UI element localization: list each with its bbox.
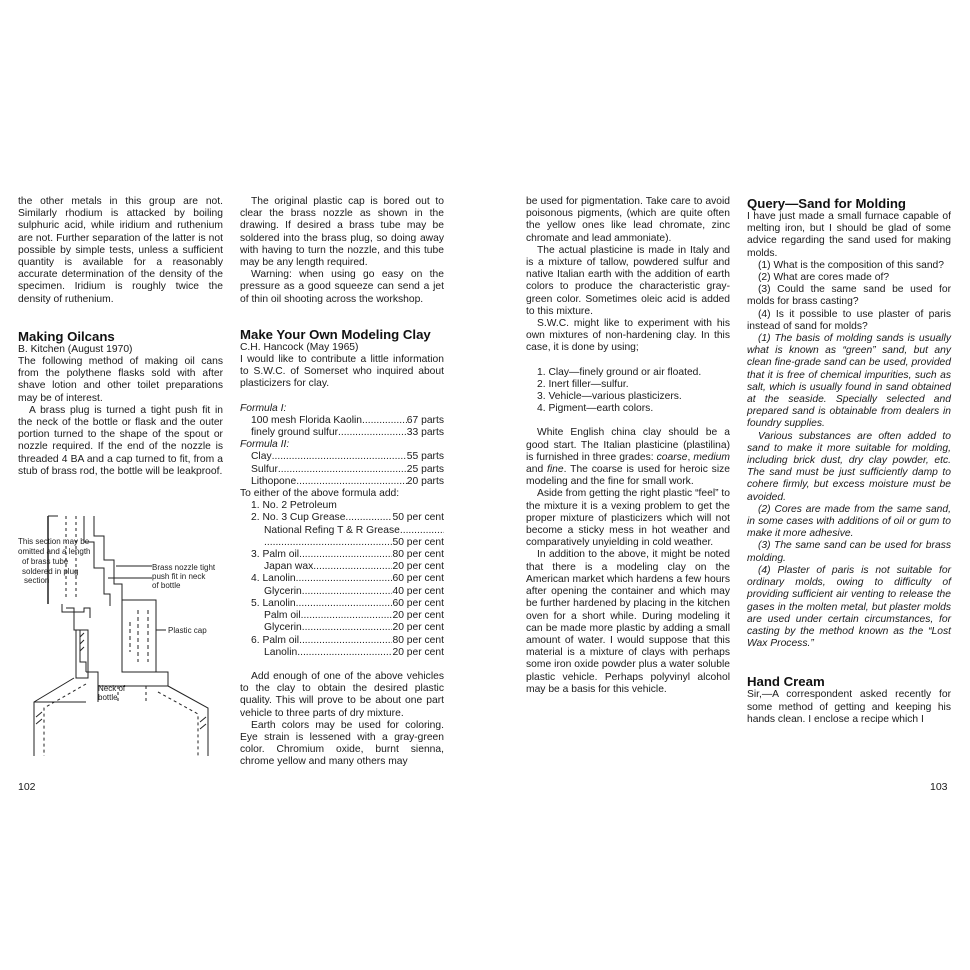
left-column-2 xyxy=(240,196,444,769)
sand-question-4: (4) Is it possible to use plaster of paris instead of sand for molds? xyxy=(747,308,951,332)
oilcans-byline: B. Kitchen (August 1970) xyxy=(18,343,133,355)
warning-paragraph: Warning: when using go easy on the pressure as a good squeeze can send a jet of thin oil shooting across the workshop. xyxy=(240,269,444,305)
feel-paragraph: Aside from getting the right plastic “feel” to the mixture it is a vexing problem to get the proper mixture of plasticizers which will not become a sticky mess in hot weather and comparatively unyielding in cold weather. xyxy=(526,488,730,549)
figure-label-section-2: omitted and a length xyxy=(18,547,91,556)
ingredient-list xyxy=(526,367,730,416)
swc-paragraph: S.W.C. might like to experiment with his own mixtures of non-hardening clay. In this case, it is done by using; xyxy=(526,318,730,354)
figure-label-nozzle-1: Brass nozzle tight xyxy=(152,563,216,572)
figure-label-section-1: This section may be xyxy=(18,537,90,546)
additive-row: 5. Lanolin ..... 60 per cent xyxy=(240,598,444,610)
figure-label-neck-1: Neck of xyxy=(98,684,126,693)
cap-paragraph: The original plastic cap is bored out to clear the brass nozzle as shown in the drawing. If desired a brass tube may be soldered into the brass plug, so doing away with having to turn the nozzle, and this tube may be any length required. xyxy=(240,196,444,269)
additive-1: 1. No. 2 Petroleum xyxy=(251,500,337,512)
clay-heading: Make Your Own Modeling Clay xyxy=(240,326,431,342)
formula-2-row: Lithopone ..... 20 parts xyxy=(240,476,444,488)
formula-1-label: Formula I: xyxy=(240,402,287,414)
page-number-right: 103 xyxy=(930,781,948,793)
figure-label-section-4: soldered in plug xyxy=(22,567,79,576)
oilcans-paragraph-2: A brass plug is turned a tight push fit in the neck of the bottle or flask and the outer portion turned to the shape of the spout or nozzle required. If the end of the nozzle is threaded 4 BA and a cap turned to fit, from a stub of brass rod, the bottle will be leakproof. xyxy=(18,404,223,477)
oilcans-paragraph-1: The following method of making oil cans from the polythene flasks sold with after shave lotion and other toilet preparations may be of interest. xyxy=(18,356,223,404)
sand-answer-1b: Various substances are often added to sand to make it more suitable for molding, including brick dust, dry clay powder, etc. The sand must be just sufficiently damp to cohere firmly, but excess moisture must be avoided. xyxy=(747,430,951,503)
formula-2-row: Clay ..... 55 parts xyxy=(240,451,444,463)
either-text: To either of the above formula add: xyxy=(240,488,400,500)
additive-row: Glycerin ..... 20 per cent xyxy=(240,622,444,634)
left-column-1 xyxy=(18,196,223,478)
hand-cream-heading: Hand Cream xyxy=(747,674,825,690)
figure-label-cap: Plastic cap xyxy=(168,626,207,635)
sand-question-1: (1) What is the composition of this sand? xyxy=(758,259,945,271)
clay-intro: I would like to contribute a little information to S.W.C. of Somerset who inquired about plasticizers for clay. xyxy=(240,354,444,390)
figure-label-section-5: section xyxy=(24,576,50,585)
intro-paragraph: the other metals in this group are not. Similarly rhodium is attacked by boiling sulphuric acid, while iridium and ruthenium are not. Further separation of the latter is not possible by simple tests, unless a sufficient quantity is available for a reasonably accurate determination of the density of the specimen. Iridium is roughly twice the density of ruthenium. xyxy=(18,196,223,305)
page-number-left: 102 xyxy=(18,781,36,793)
right-column-1 xyxy=(526,196,730,696)
right-column-2 xyxy=(747,196,951,726)
sand-question-2: (2) What are cores made of? xyxy=(758,272,890,284)
additive-row: National Refing T & R Grease. ..... xyxy=(240,525,444,537)
additive-row: Glycerin ..... 40 per cent xyxy=(240,586,444,598)
additive-row: Lanolin ..... 20 per cent xyxy=(240,647,444,659)
earth-colors-paragraph: Earth colors may be used for coloring. Eye strain is lessened with a gray-green color. Chromium oxide, burnt sienna, chrome yellow and many others may xyxy=(240,719,444,768)
list-item: 4. Pigment—earth colors. xyxy=(537,403,654,415)
clay-byline: C.H. Hancock (May 1965) xyxy=(240,341,359,353)
figure-label-section-3: of brass tube xyxy=(22,557,69,566)
formula-2-label: Formula II: xyxy=(240,439,290,451)
figure-label-neck-2: bottle xyxy=(98,693,118,702)
additive-row: 3. Palm oil ..... 80 per cent xyxy=(240,549,444,561)
figure-label-nozzle-3: of bottle xyxy=(152,581,181,590)
sand-answer-4: (4) Plaster of paris is not suitable for ordinary molds, owing to difficulty of providing sufficient air venting to release the gases in the molten metal, but plaster molds are used under certain circumstances, for casting by the method known as the “Lost Wax Process.” xyxy=(747,564,951,650)
figure-label-nozzle-2: push fit in neck xyxy=(152,572,206,581)
sand-question-intro: I have just made a small furnace capable of melting iron, but I should be glad of some advice regarding the sand used for making molds. xyxy=(747,211,951,259)
oilcan-diagram xyxy=(18,512,218,757)
list-item: 3. Vehicle—various plasticizers. xyxy=(537,391,682,403)
additive-row: Japan wax ..... 20 per cent xyxy=(240,561,444,573)
plasticine-paragraph: The actual plasticine is made in Italy and is a mixture of tallow, powdered sulfur and native Italian earth with the addition of earth colors to produce the characteristic gray-green color. Sometimes oleic acid is added to this mixture. xyxy=(526,244,730,317)
hardening-clay-paragraph: In addition to the above, it might be noted that there is a modeling clay on the American market which hardens a few hours after opening the container and which may be further hardened by placing in the kitchen oven for a short while. During modeling it can be made more plastic by adding a small amount of water. I would suppose that this material is a mixture of clays with perhaps some iron oxide powder plus a water soluble plastic vehicle. Perhaps polyvinyl alcohol may be a basis for this vehicle. xyxy=(526,549,730,695)
list-item: 1. Clay—finely ground or air floated. xyxy=(537,366,702,378)
formula-1-row: 100 mesh Florida Kaolin ..... 67 parts xyxy=(240,415,444,427)
sand-answer-3: (3) The same sand can be used for brass molding. xyxy=(747,540,951,564)
vehicle-paragraph: Add enough of one of the above vehicles to the clay to obtain the desired plastic quality. This will prove to be about one part vehicle to three parts of dry mixture. xyxy=(240,670,444,719)
china-clay-paragraph: White English china clay should be a good start. The Italian plasticine (plastilina) is furnished in three grades: coarse, medium and fine. The coarse is used for heroic size modeling and the fine for small work. xyxy=(526,427,730,488)
additive-row: 6. Palm oil ..... 80 per cent xyxy=(240,635,444,647)
sand-heading: Query—Sand for Molding xyxy=(747,196,906,211)
additive-row: 4. Lanolin ..... 60 per cent xyxy=(240,573,444,585)
formula-1-row: finely ground sulfur ..... 33 parts xyxy=(240,427,444,439)
sand-question-3: (3) Could the same sand be used for molds for brass casting? xyxy=(747,284,951,308)
list-item: 2. Inert filler—sulfur. xyxy=(537,378,629,390)
pigment-paragraph: be used for pigmentation. Take care to avoid poisonous pigments, (which are quite often the yellow ones like lead chromate, zinc chromate and lead ammoniate). xyxy=(526,196,730,244)
sand-answer-2: (2) Cores are made from the same sand, in some cases with additions of oil or gum to make it more adhesive. xyxy=(747,503,951,540)
additive-row: Palm oil ..... 20 per cent xyxy=(240,610,444,622)
hand-cream-paragraph: Sir,—A correspondent asked recently for some method of getting and keeping his hands clean. I enclose a recipe which I xyxy=(747,689,951,725)
sand-answer-1: (1) The basis of molding sands is usually what is known as “green” sand, but any clean fine-grade sand can be used, provided that it is free of chemical impurities, such as salt, which is usually found in sand obtained at the seaside. Specially selected and prepared sand is obtainable from dealers in foundry supplies. xyxy=(747,333,951,430)
additive-row: ..... 50 per cent xyxy=(240,537,444,549)
formula-2-row: Sulfur ..... 25 parts xyxy=(240,464,444,476)
oilcans-heading: Making Oilcans xyxy=(18,328,115,344)
additive-row: 2. No. 3 Cup Grease. ..... 50 per cent xyxy=(240,512,444,524)
